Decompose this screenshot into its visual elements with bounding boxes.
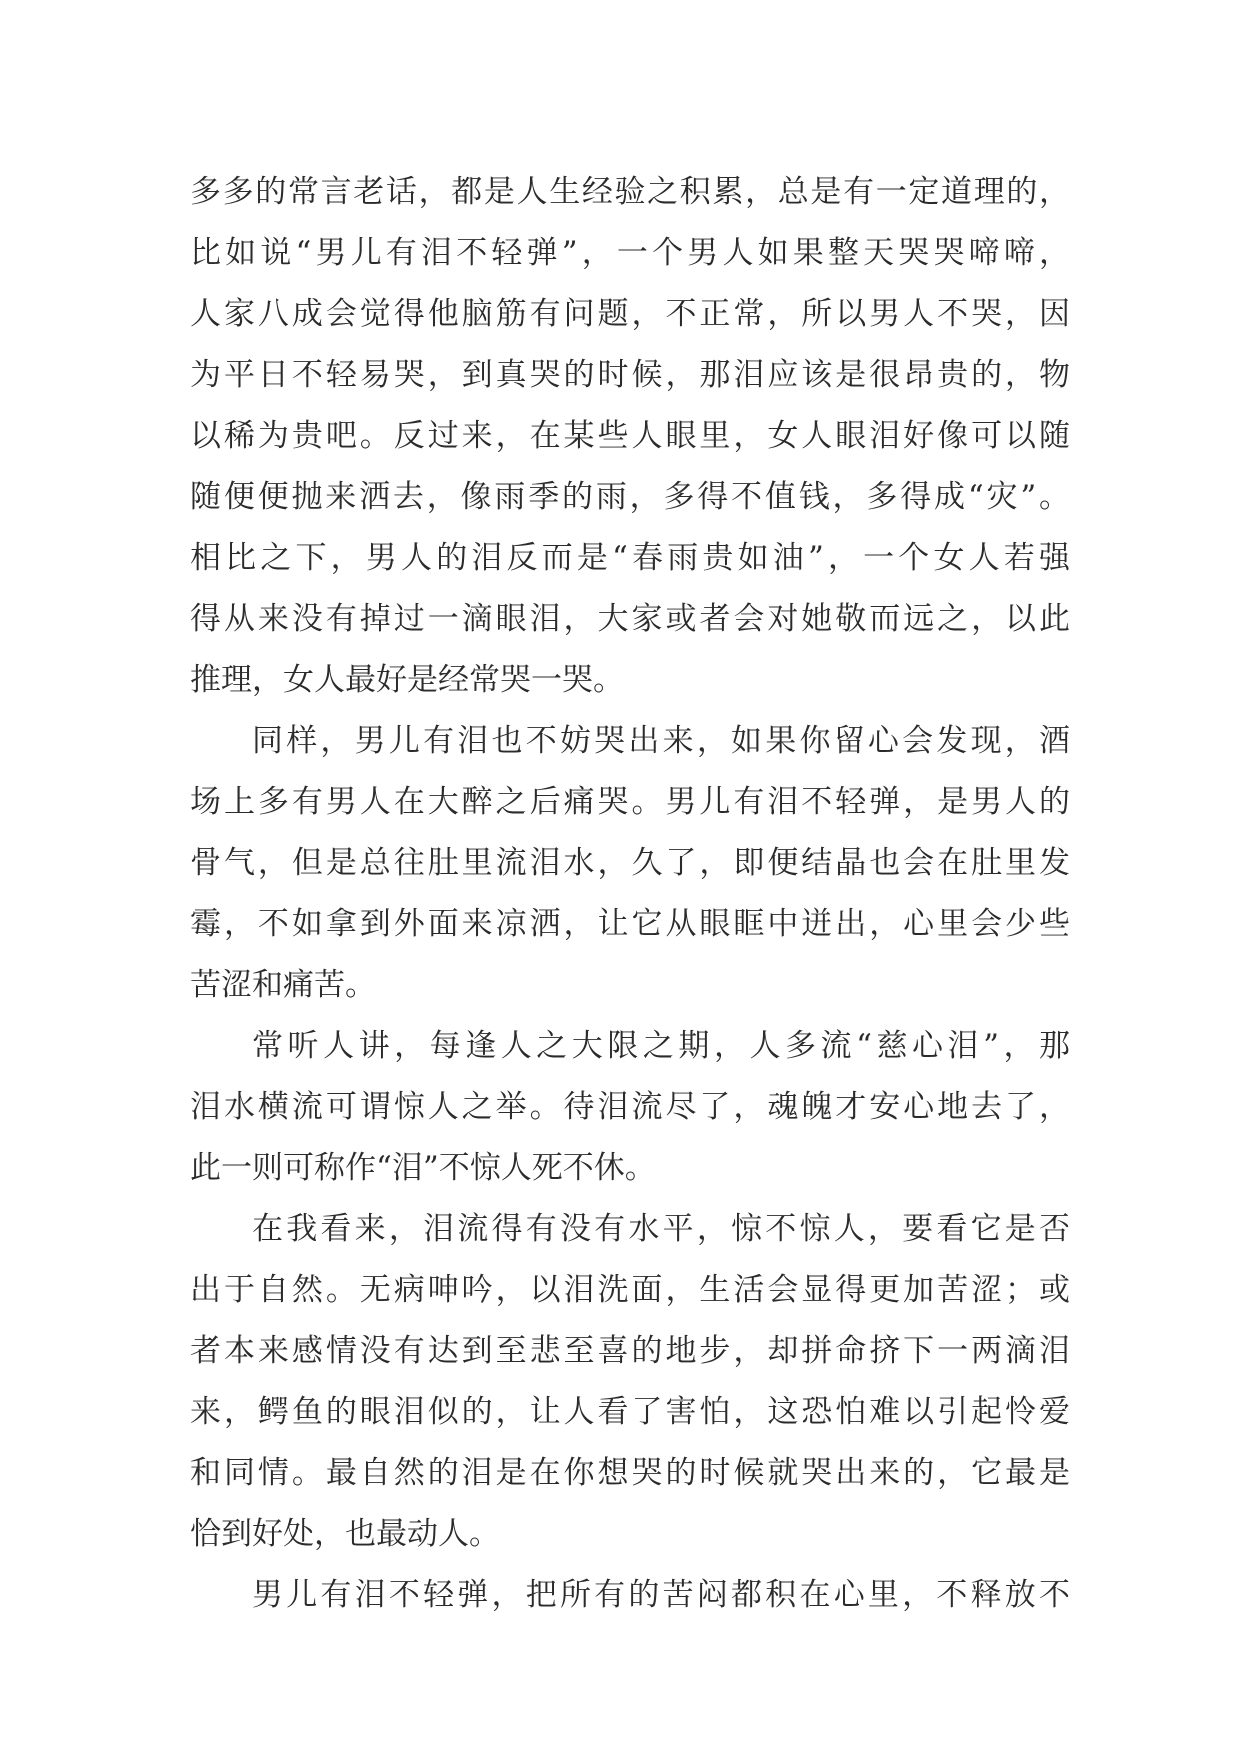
text-line: 比如说“男儿有泪不轻弹”，一个男人如果整天哭哭啼啼， (190, 235, 1070, 271)
text-line: 以稀为贵吧。反过来，在某些人眼里，女人眼泪好像可以随 (190, 418, 1070, 454)
text-line: 者本来感情没有达到至悲至喜的地步，却拼命挤下一两滴泪 (190, 1333, 1070, 1369)
text-line: 同样，男儿有泪也不妨哭出来，如果你留心会发现，酒 (252, 723, 1070, 759)
text-line: 恰到好处，也最动人。 (190, 1516, 500, 1552)
text-line: 在我看来，泪流得有没有水平，惊不惊人，要看它是否 (252, 1211, 1070, 1247)
text-line: 场上多有男人在大醉之后痛哭。男儿有泪不轻弹，是男人的 (190, 784, 1070, 820)
text-line: 人家八成会觉得他脑筋有问题，不正常，所以男人不哭，因 (190, 296, 1070, 332)
text-line: 来，鳄鱼的眼泪似的，让人看了害怕，这恐怕难以引起怜爱 (190, 1394, 1070, 1430)
text-line: 常听人讲，每逢人之大限之期，人多流“慈心泪”，那 (252, 1028, 1070, 1064)
text-line: 泪水横流可谓惊人之举。待泪流尽了，魂魄才安心地去了， (190, 1089, 1070, 1125)
text-line: 得从来没有掉过一滴眼泪，大家或者会对她敬而远之，以此 (190, 601, 1070, 637)
text-line: 霉，不如拿到外面来凉洒，让它从眼眶中迸出，心里会少些 (190, 906, 1070, 942)
text-line: 和同情。最自然的泪是在你想哭的时候就哭出来的，它最是 (190, 1455, 1070, 1491)
text-line: 此一则可称作“泪”不惊人死不休。 (190, 1150, 656, 1186)
text-line: 男儿有泪不轻弹，把所有的苦闷都积在心里，不释放不 (252, 1577, 1070, 1613)
text-line: 随便便抛来洒去，像雨季的雨，多得不值钱，多得成“灾”。 (190, 479, 1070, 515)
text-line: 多多的常言老话，都是人生经验之积累，总是有一定道理的， (190, 174, 1070, 210)
text-line: 出于自然。无病呻吟，以泪洗面，生活会显得更加苦涩；或 (190, 1272, 1070, 1308)
text-line: 骨气，但是总往肚里流泪水，久了，即便结晶也会在肚里发 (190, 845, 1070, 881)
text-line: 推理，女人最好是经常哭一哭。 (190, 662, 624, 698)
text-line: 相比之下，男人的泪反而是“春雨贵如油”，一个女人若强 (190, 540, 1070, 576)
text-line: 为平日不轻易哭，到真哭的时候，那泪应该是很昂贵的，物 (190, 357, 1070, 393)
text-line: 苦涩和痛苦。 (190, 967, 376, 1003)
body-text (190, 162, 1070, 1626)
